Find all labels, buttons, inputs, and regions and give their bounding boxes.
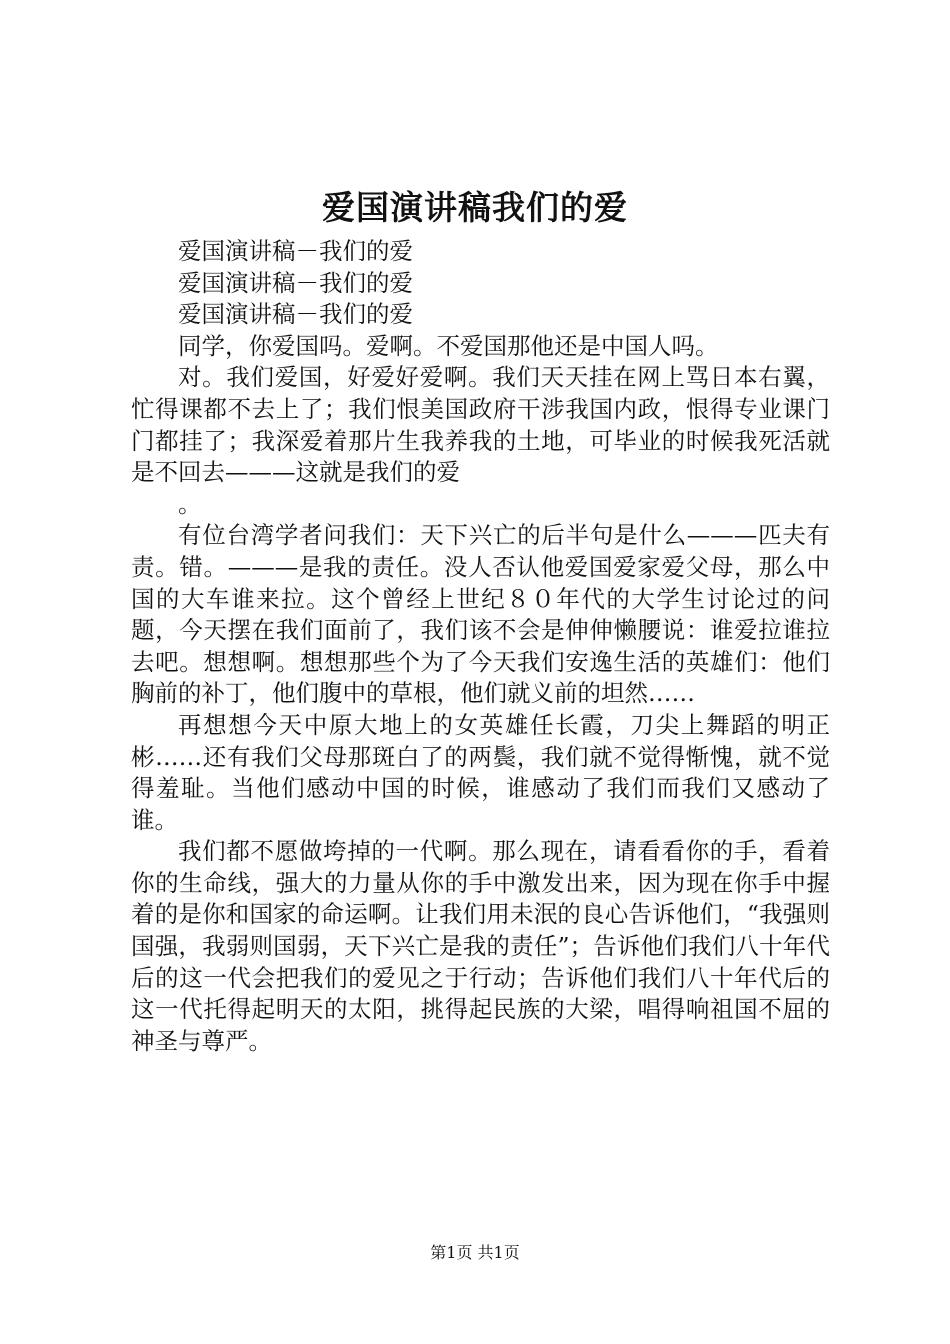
paragraph: 爱国演讲稿－我们的爱 [178, 237, 413, 265]
document-title: 爱国演讲稿我们的爱 [322, 188, 628, 227]
paragraph: 爱国演讲稿－我们的爱 [178, 268, 413, 297]
paragraph: 。 [178, 489, 202, 518]
paragraph: 对。我们爱国，好爱好爱啊。我们天天挂在网上骂日本右翼，忙得课都不去上了；我们恨美国政府干涉我国内政，恨得专业课门门都挂了；我深爱着那片生我养我的土地，可毕业的时候我死活就是不回去———这就是我们的爱 [131, 363, 830, 487]
paragraph: 再想想今天中原大地上的女英雄任长霞，刀尖上舞蹈的明正彬……还有我们父母那斑白了的两鬓，我们就不觉得惭愧，就不觉得羞耻。当他们感动中国的时候，谁感动了我们而我们又感动了谁。 [131, 710, 830, 834]
paragraph: 有位台湾学者问我们：天下兴亡的后半句是什么———匹夫有责。错。———是我的责任。没人否认他爱国爱家爱父母，那么中国的大车谁来拉。这个曾经上世纪８０年代的大学生讨论过的问题，今天摆在我们面前了，我们该不会是伸伸懒腰说：谁爱拉谁拉去吧。想想啊。想想那些个为了今天我们安逸生活的英雄们：他们胸前的补丁，他们腹中的草根，他们就义前的坦然…… [131, 521, 830, 708]
paragraph: 同学，你爱国吗。爱啊。不爱国那他还是中国人吗。 [178, 331, 719, 360]
paragraph: 我们都不愿做垮掉的一代啊。那么现在，请看看你的手，看着你的生命线，强大的力量从你的手中激发出来，因为现在你手中握着的是你和国家的命运啊。让我们用未泯的良心告诉他们，“我强则国强，我弱则国弱，天下兴亡是我的责任”；告诉他们我们八十年代后的这一代会把我们的爱见之于行动；告诉他们我们八十年代后的这一代托得起明天的太阳，挑得起民族的大梁，唱得响祖国不屈的神圣与尊严。 [131, 837, 830, 1055]
document-body [131, 236, 830, 1057]
paragraph: 爱国演讲稿－我们的爱 [178, 300, 413, 329]
page-footer: 第1页 共1页 [430, 1243, 520, 1262]
